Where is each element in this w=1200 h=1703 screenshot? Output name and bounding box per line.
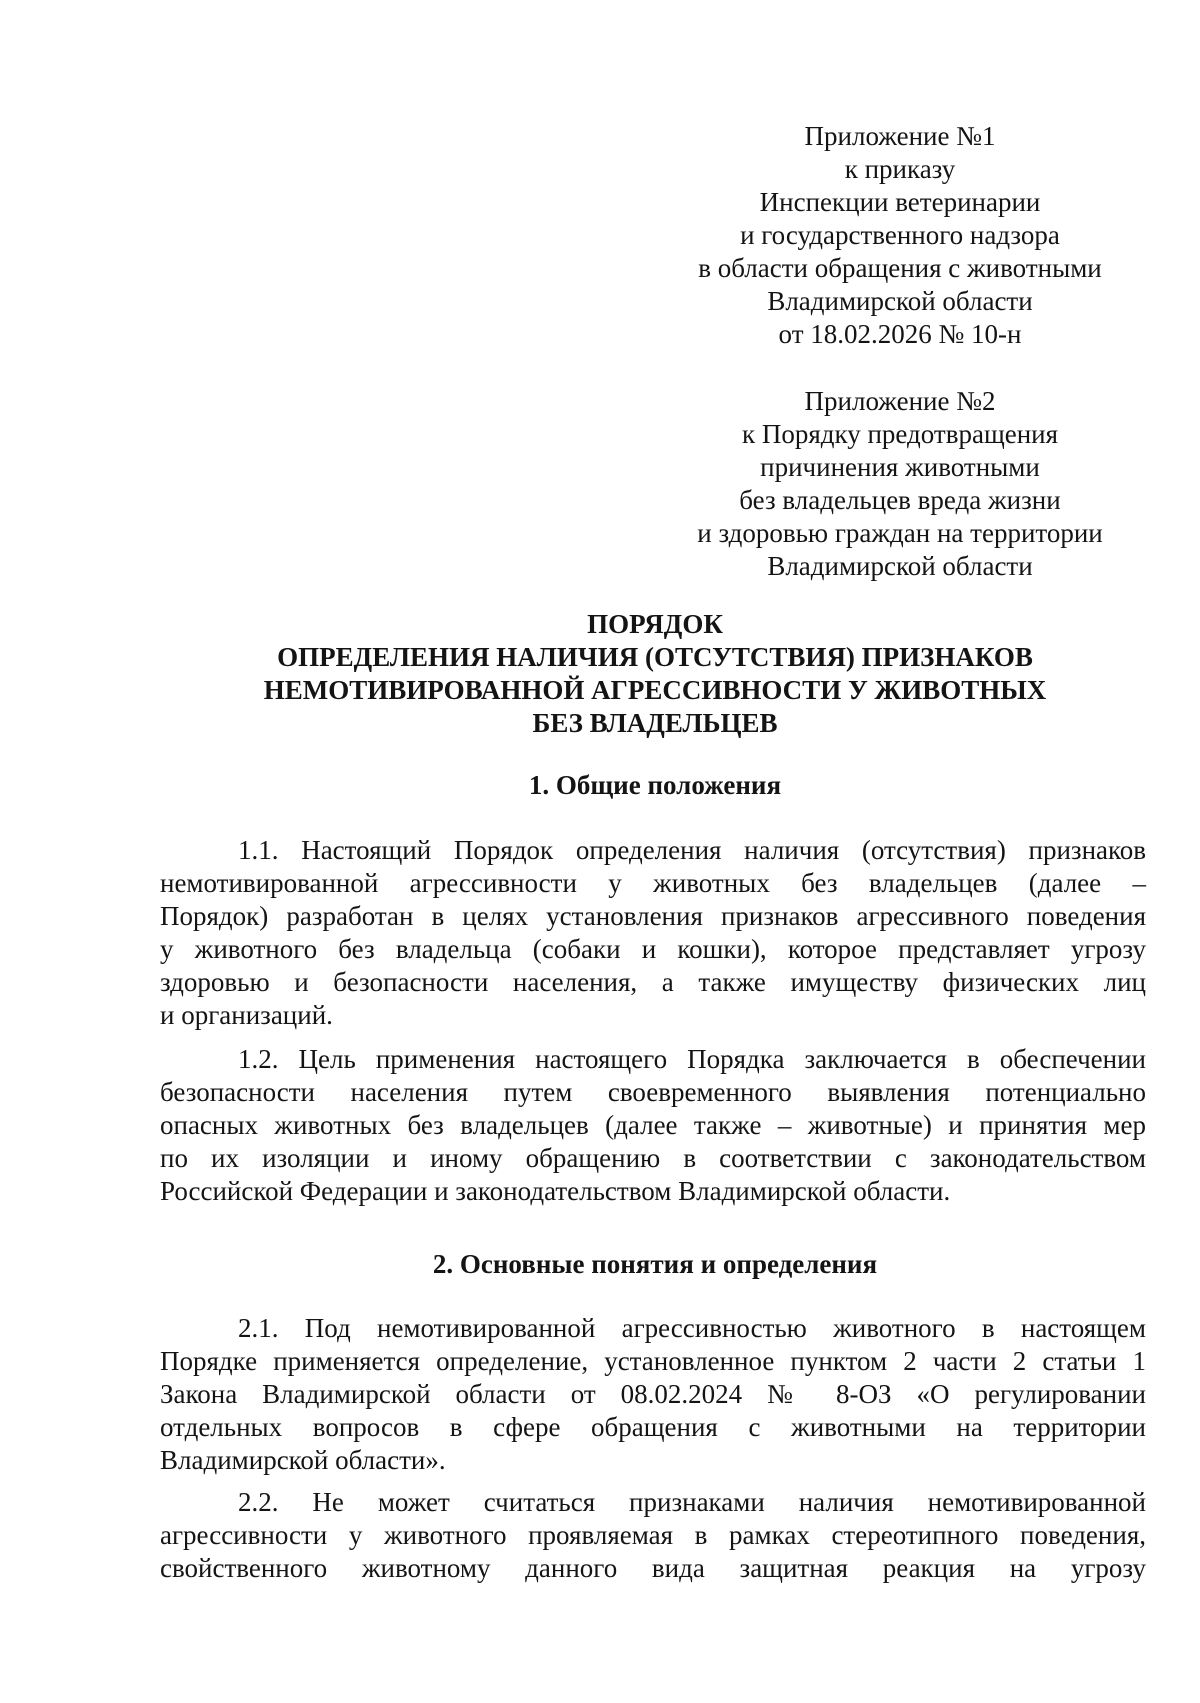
appendix-1-line: к приказу (844, 154, 956, 184)
appendix-1-line: от 18.02.2026 № 10-н (778, 319, 1022, 349)
text-line: Порядке применяется определение, установленное пунктом 2 части 2 статьи 1 (160, 1346, 1146, 1376)
section-1-heading: 1. Общие положения (528, 770, 782, 800)
appendix-1-line: Инспекции ветеринарии (759, 187, 1041, 217)
appendix-2-line: Владимирской области (767, 551, 1033, 581)
text-line: безопасности населения путем своевременного выявления потенциально (160, 1077, 1146, 1107)
text-line: Закона Владимирской области от 08.02.2024 № 8-ОЗ «О регулировании (160, 1379, 1146, 1409)
appendix-1-header (690, 120, 1110, 351)
appendix-2-line: и здоровью граждан на территории (697, 518, 1103, 548)
document-title (160, 608, 1150, 740)
text-line: 2.1. Под немотивированной агрессивностью животного в настоящем (238, 1313, 1146, 1343)
text-line: отдельных вопросов в сфере обращения с животными на территории (160, 1412, 1146, 1442)
text-line: 1.1. Настоящий Порядок определения наличия (отсутствия) признаков (238, 835, 1146, 865)
section-2-heading: 2. Основные понятия и определения (432, 1249, 878, 1279)
appendix-2-line: к Порядку предотвращения (741, 419, 1059, 449)
paragraph-1-1 (160, 834, 1146, 1032)
text-line: немотивированной агрессивности у животных без владельцев (далее – (160, 868, 1146, 898)
appendix-2-line: Приложение №2 (804, 386, 996, 416)
text-line: свойственного животному данного вида защитная реакция на угрозу (160, 1553, 1146, 1583)
appendix-2-header (690, 385, 1110, 583)
paragraph-2-2 (160, 1486, 1146, 1585)
title-line: ОПРЕДЕЛЕНИЯ НАЛИЧИЯ (ОТСУТСТВИЯ) ПРИЗНАКОВ (277, 642, 1033, 672)
paragraph-2-1 (160, 1312, 1146, 1477)
appendix-2-line: без владельцев вреда жизни (739, 485, 1061, 515)
text-line: Владимирской области». (160, 1445, 446, 1475)
appendix-2-line: причинения животными (760, 452, 1040, 482)
title-line: НЕМОТИВИРОВАННОЙ АГРЕССИВНОСТИ У ЖИВОТНЫХ (263, 675, 1047, 705)
text-line: здоровью и безопасности населения, а также имуществу физических лиц (160, 967, 1146, 997)
text-line: опасных животных без владельцев (далее также – животные) и принятия мер (160, 1110, 1146, 1140)
appendix-1-line: в области обращения с животными (698, 253, 1102, 283)
text-line: Порядок) разработан в целях установления признаков агрессивного поведения (160, 901, 1146, 931)
text-line: 2.2. Не может считаться признаками наличия немотивированной (238, 1487, 1146, 1517)
text-line: по их изоляции и иному обращению в соответствии с законодательством (160, 1143, 1146, 1173)
title-line: ПОРЯДОК (587, 609, 723, 639)
text-line: у животного без владельца (собаки и кошки), которое представляет угрозу (160, 934, 1146, 964)
text-line: 1.2. Цель применения настоящего Порядка заключается в обеспечении (238, 1044, 1146, 1074)
paragraph-1-2 (160, 1043, 1146, 1208)
appendix-1-line: Приложение №1 (804, 121, 996, 151)
appendix-1-line: и государственного надзора (740, 220, 1060, 250)
title-line: БЕЗ ВЛАДЕЛЬЦЕВ (532, 708, 778, 738)
text-line: агрессивности у животного проявляемая в рамках стереотипного поведения, (160, 1520, 1146, 1550)
text-line: Российской Федерации и законодательством Владимирской области. (160, 1176, 951, 1206)
appendix-1-line: Владимирской области (767, 286, 1033, 316)
text-line: и организаций. (160, 1000, 333, 1030)
